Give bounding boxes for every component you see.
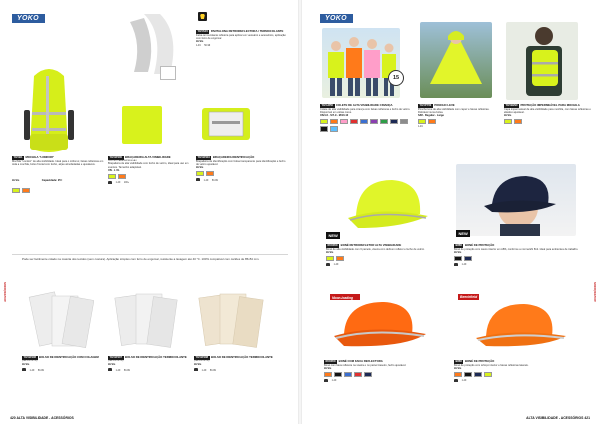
page-footer: ALTA VISIBILIDADE - ACESSÓRIOS 421 — [526, 416, 590, 420]
page-footer: 420 ALTA VISIBILIDADE - ACESSÓRIOS — [10, 416, 74, 420]
kids-vest-image — [322, 28, 400, 98]
product-block-yellow-cap — [326, 244, 446, 266]
swatch-orange[interactable] — [206, 171, 214, 176]
color-swatches — [454, 372, 592, 377]
swatch-navy[interactable] — [464, 256, 472, 261]
product-subtitle: (PACKS DE 50) — [108, 359, 124, 362]
product-block-kids-vest — [320, 104, 414, 132]
colors-label: Hi-Vis — [194, 363, 202, 367]
product-description: Mochila "London" de alta visibilidade. Ideal para o ciclismo; faixas refletoras em toda a mochila, bolso frontal com fecho, alças almofadadas e ajustáveis. — [12, 159, 104, 166]
product-code: YHVB290 — [505, 104, 518, 107]
product-title: BOLSO DE IDENTIFICAÇÃO COM COLAGEM — [39, 355, 99, 359]
price-row: 1-49 — [201, 369, 207, 372]
pocket-pack-image-3 — [198, 290, 264, 352]
swatch-grey[interactable] — [400, 119, 408, 124]
price-row: 1-49 — [203, 179, 209, 182]
product-description: Braçadeira de identificação com bolsa transparente para identificação e fecho de velcro ajustável. — [196, 159, 286, 166]
product-block-bump-cap — [454, 360, 592, 382]
tape-tag — [160, 66, 176, 80]
swatch-orange[interactable] — [118, 174, 126, 179]
product-title: BONÉ DE PROTEÇÃO — [464, 243, 495, 247]
product-block-backpack — [12, 156, 106, 193]
product-code: YHVW108 — [195, 356, 209, 359]
package-icon — [454, 263, 458, 266]
package-icon — [194, 368, 198, 371]
price-table — [454, 379, 592, 382]
price-row: 100+ — [123, 182, 130, 185]
price-table — [454, 263, 592, 266]
product-title: BONÉ DE PROTEÇÃO — [464, 359, 495, 363]
product-subtitle: (PACKS DE 50) — [194, 359, 210, 362]
brand-logo: YOKO — [320, 14, 353, 23]
product-description: Poncho leve de alta visibilidade com capuz e faixas refletoras. Dobrável numa bolsa. — [418, 107, 490, 114]
product-title: BRAÇADEIRA IDENTIFICAÇÃO — [212, 155, 255, 159]
product-code: YHVB1 — [13, 156, 23, 159]
swatch-navy[interactable] — [474, 372, 482, 377]
product-title: BONÉ COM FAIXA REFLECTORA — [338, 359, 383, 363]
product-code: RC035X — [325, 360, 336, 363]
product-description: Boné de proteção com casco interior em ABS, conforme a norma EN 812. Ideal para ambientes de trabalho. — [454, 247, 579, 251]
color-swatches — [324, 372, 448, 377]
swatch-yellow[interactable] — [320, 119, 328, 124]
price-row: 50-99 — [204, 45, 211, 48]
sizes-label: UN - L XL — [108, 168, 120, 172]
swatch-navy[interactable] — [390, 119, 398, 124]
product-description: Faixa termocolante refletora para aplicar em vestuário e acessórios, aplicação com ferro de engomar. — [196, 33, 286, 40]
divider — [12, 254, 288, 255]
swatch-orange[interactable] — [22, 188, 30, 193]
colors-label: Hi-Vis — [108, 363, 116, 367]
color-swatches — [418, 119, 500, 124]
package-icon — [108, 181, 112, 184]
product-description: Colete de alta visibilidade para criança com faixas refletoras e fecho de velcro. Disponível em várias cores. — [320, 107, 411, 114]
product-code: YHVP760 — [419, 104, 432, 107]
bump-cap-image — [458, 294, 578, 352]
price-row: 1-49 — [115, 182, 121, 185]
product-block-tape — [196, 30, 286, 47]
product-title: BOLSO DE IDENTIFICAÇÃO TERMOCOLANTE — [211, 355, 273, 359]
brand-logo: YOKO — [12, 14, 45, 23]
product-block-protection-cap — [454, 244, 592, 266]
yellow-cap-image — [342, 170, 432, 240]
price-row: 50-99 — [211, 179, 218, 182]
protection-cap-image — [456, 164, 576, 236]
swatch-black[interactable] — [454, 256, 462, 261]
product-block-backpack-cover — [504, 104, 592, 124]
colors-label: Hi-Vis — [454, 366, 462, 370]
swatch-orange[interactable] — [514, 119, 522, 124]
new-badge: NEW — [326, 232, 340, 239]
package-icon — [324, 379, 328, 382]
swatch-orange[interactable] — [324, 372, 332, 377]
product-code: YHVJ250 — [321, 104, 334, 107]
swatch-blue[interactable] — [360, 119, 368, 124]
product-title: BRAÇADEIRA ALTA VISIBILIDADE — [125, 155, 171, 159]
product-title: COLETE DE ALTA VISIBILIDADE CRIANÇA — [336, 103, 393, 107]
package-icon — [326, 263, 330, 266]
pocket-pack-image-1 — [28, 290, 94, 352]
product-title: BOLSO DE IDENTIFICAÇÃO TERMOCOLANTE — [125, 355, 187, 359]
swatch-sky[interactable] — [330, 126, 338, 131]
product-title: PROTEÇÃO IMPERMEÁVEL PARA MOCHILA — [520, 103, 580, 107]
right-page — [302, 0, 600, 424]
colors-label: Hi-Vis — [324, 366, 332, 370]
left-page — [0, 0, 298, 424]
colors-label: Hi-Vis — [196, 40, 204, 44]
swatch-yellow[interactable] — [12, 188, 20, 193]
brand-logo-beechfield: Beechfield — [460, 294, 478, 299]
product-block-armband — [108, 156, 192, 184]
swatch-yellow[interactable] — [418, 119, 426, 124]
swatch-orange[interactable] — [428, 119, 436, 124]
swatch-red[interactable] — [354, 372, 362, 377]
product-block-armband-id — [196, 156, 288, 182]
price-row: 50-99 — [209, 369, 216, 372]
swatch-orange[interactable] — [336, 256, 344, 261]
price-row: 50-99 — [37, 369, 44, 372]
armband-id-image — [200, 104, 252, 144]
product-block-pocket-3 — [194, 356, 286, 372]
swatch-yellow[interactable] — [504, 119, 512, 124]
product-code: YHVS15 — [197, 30, 208, 33]
price-table — [196, 178, 288, 181]
pockets-description: Pode ser facilmente colado na maioria dos tecidos (sem costura). Aplicação simples com ferro de engomar, resistente a lavagem até 40 °C. 100% compatível com cartões de 85x54 mm. — [22, 257, 260, 261]
sizes-label: XS/4-6 · S/7-9 · M/10-12 — [320, 114, 349, 118]
swatch-yellow[interactable] — [108, 174, 116, 179]
price-table — [22, 368, 106, 371]
price-row: 1-49 — [461, 264, 467, 267]
price-row: 1-49 — [115, 369, 121, 372]
price-table — [108, 368, 192, 371]
product-description: Braçadeira de alta visibilidade com fecho de velcro, ideal para uso em eventos. Tamanho adaptável. — [108, 162, 189, 169]
product-code: RC035X — [327, 244, 338, 247]
side-section-label: ACESSÓRIOS — [593, 282, 597, 303]
product-block-poncho — [418, 104, 500, 128]
backpack-image — [22, 62, 76, 158]
product-code: YHVW100 — [109, 156, 123, 159]
reflective-cap-image — [324, 290, 436, 358]
color-swatches — [196, 171, 288, 176]
brand-logo-secondary: Moon-loading — [332, 296, 353, 300]
color-swatches — [320, 119, 412, 132]
product-title: PONCHO LEVE — [434, 103, 455, 107]
swatch-yellow[interactable] — [196, 171, 204, 176]
swatch-red[interactable] — [350, 119, 358, 124]
price-row: 1-49 — [196, 45, 201, 48]
swatch-black[interactable] — [334, 372, 342, 377]
safety-icon — [198, 12, 207, 21]
colors-label: Hi-Vis — [22, 363, 30, 367]
product-description: Capa impermeável de alta visibilidade para mochila, com faixas refletoras e elástico ajustável. — [504, 107, 591, 114]
package-icon — [22, 368, 26, 371]
sizes-label: S/M · Regular · Large — [418, 114, 444, 118]
side-section-label: ACESSÓRIOS — [3, 282, 7, 303]
swatch-green[interactable] — [380, 119, 388, 124]
colors-label: Hi-Vis — [454, 250, 462, 254]
count-badge: 15 — [388, 70, 404, 86]
product-code: B666 — [455, 244, 462, 247]
product-code: YHVW106 — [23, 356, 37, 359]
product-block-pocket-2 — [108, 356, 192, 372]
capacity-label: Capacidade: 25 l — [41, 179, 63, 183]
colors-label: Hi-Vis — [196, 166, 204, 170]
color-swatches — [12, 188, 106, 193]
new-badge: NEW — [456, 230, 470, 237]
price-table — [418, 126, 500, 128]
swatch-yellow[interactable] — [326, 256, 334, 261]
product-title: BONÉ RETROREFLETOR ALTA VISIBILIDADE — [340, 243, 402, 247]
product-block-pocket-1 — [22, 356, 106, 372]
swatch-black[interactable] — [464, 372, 472, 377]
price-table — [194, 368, 286, 371]
price-row: 1-49 — [333, 264, 339, 267]
pocket-pack-image-2 — [114, 290, 178, 352]
price-table — [196, 45, 286, 47]
package-icon — [454, 379, 458, 382]
price-row: 1-49 — [461, 380, 467, 383]
product-description: Boné de alta visibilidade com 6 painéis, viseira com debrum refletor e fecho de velcro. — [326, 247, 425, 251]
swatch-orange[interactable] — [454, 372, 462, 377]
colors-label: Hi-Vis — [504, 114, 512, 118]
product-code: B666 — [455, 360, 462, 363]
product-code: YHVW110 — [197, 156, 210, 159]
price-row: 1-49 — [331, 380, 337, 383]
backpack-cover-image — [506, 22, 578, 100]
product-title: PANTALONA RETROREFLECTORA / TERMOCOLANTE — [210, 29, 284, 33]
price-table — [324, 379, 448, 382]
price-row: 50-99 — [123, 369, 130, 372]
swatch-orange[interactable] — [330, 119, 338, 124]
price-table — [326, 263, 446, 266]
price-row: 1-49 — [418, 126, 423, 129]
color-swatches — [454, 256, 592, 261]
swatch-blue[interactable] — [344, 372, 352, 377]
color-swatches — [326, 256, 446, 261]
product-subtitle: (PACKS DE 50) — [22, 359, 38, 362]
reflective-tape-image — [124, 14, 180, 74]
product-subtitle: VELCRO PARA IMPRESSÃO — [108, 159, 137, 162]
product-block-reflective-cap — [324, 360, 448, 382]
poncho-image — [420, 22, 492, 98]
armband-image — [122, 106, 162, 144]
color-swatches — [108, 174, 192, 179]
price-row: 1-49 — [29, 369, 35, 372]
swatch-navy[interactable] — [364, 372, 372, 377]
swatch-purple[interactable] — [370, 119, 378, 124]
package-icon — [108, 368, 112, 371]
color-swatches — [504, 119, 592, 124]
product-description: Boné com faixa refletora na viseira e no painel traseiro, fecho ajustável. — [324, 363, 407, 367]
product-code: YHVW107 — [109, 356, 123, 359]
swatch-pink[interactable] — [340, 119, 348, 124]
package-icon — [196, 178, 200, 181]
colors-label: Hi-Vis — [326, 250, 334, 254]
swatch-yellow[interactable] — [484, 372, 492, 377]
product-title: MOCHILA "LONDON" — [25, 155, 54, 159]
swatch-black[interactable] — [320, 126, 328, 131]
price-table — [108, 181, 192, 184]
colors-label: Hi-Vis — [12, 179, 20, 183]
product-description: Boné de proteção com reforço interior e faixas refletoras laterais. — [454, 363, 529, 367]
